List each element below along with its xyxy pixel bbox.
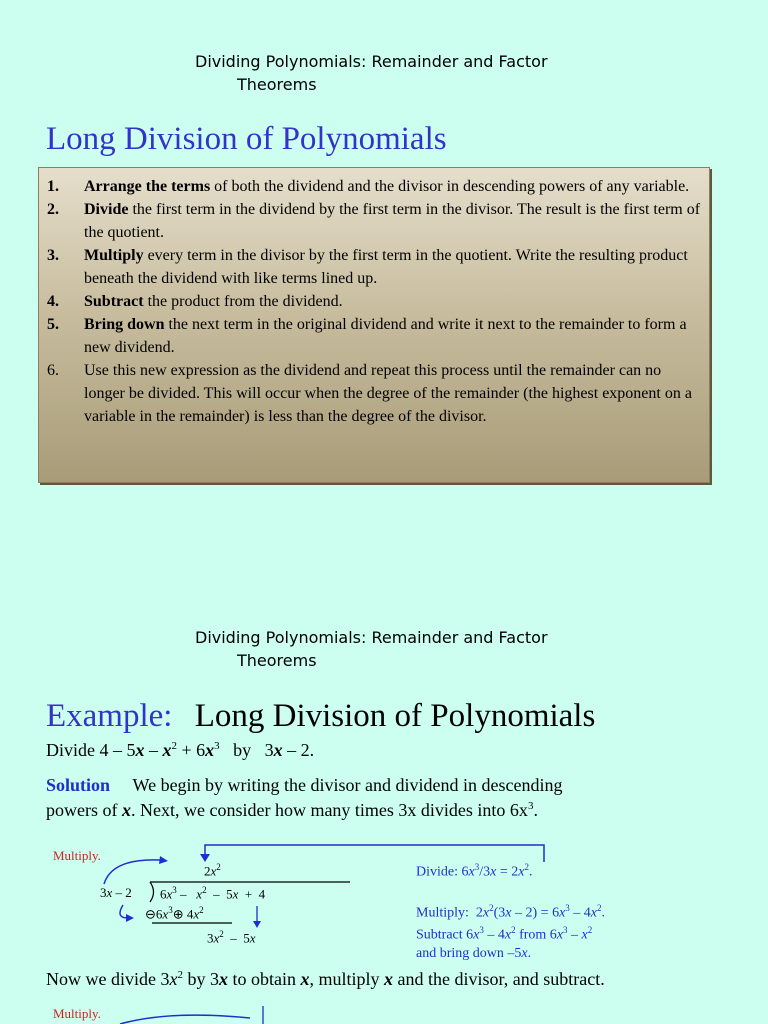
step-keyword: Divide xyxy=(84,201,129,218)
step-description: of both the dividend and the divisor in descending powers of any variable. xyxy=(210,178,690,195)
remainder: $3x^2 - 5x$ xyxy=(207,929,256,946)
step-keyword: Subtract xyxy=(84,293,144,310)
example-title: Long Division of Polynomials xyxy=(194,698,596,734)
step-number: 2. xyxy=(47,201,59,218)
product: $⊖6x^3\oplus$ $4x^2$ xyxy=(145,905,204,922)
problem-statement: Divide $4 - 5x - x^2 + 6x^3$ by 3x – 2. xyxy=(46,740,315,760)
solution-line2: powers of x. Next, we consider how many times 3x divides into $6x^3$. xyxy=(46,800,538,820)
multiply-label-2: Multiply. xyxy=(53,1006,101,1021)
step-number: 6. xyxy=(47,362,59,379)
note-subtract: Subtract $6x^3 - 4x^2$ from $6x^3 - x^2$ xyxy=(416,925,593,943)
step-description: every term in the divisor by the first term in the quotient. Write the resulting product beneath the dividend with like terms lined up. xyxy=(84,247,688,287)
solution-label: Solution xyxy=(46,775,111,795)
slide1-title: Long Division of Polynomials xyxy=(46,121,447,157)
dividend: $6x^3 - x^2 - 5x + 4$ xyxy=(160,885,266,902)
step-number: 4. xyxy=(47,293,59,310)
slide2-header-line2: Theorems xyxy=(237,651,317,670)
step-keyword: Arrange the terms xyxy=(84,178,211,195)
solution-line1: Solution We begin by writing the divisor and dividend in descending xyxy=(46,775,563,795)
slide1-header-line2: Theorems xyxy=(237,75,317,94)
step-number: 3. xyxy=(47,247,59,264)
note-multiply: Multiply: $2x^2(3x - 2) = 6x^3 - 4x^2$. xyxy=(416,903,606,921)
step-description: the product from the dividend. xyxy=(143,293,343,310)
divisor: 3x – 2 xyxy=(100,885,132,900)
step-number: 1. xyxy=(47,178,59,195)
slide1-header-line1: Dividing Polynomials: Remainder and Factor xyxy=(195,52,548,71)
quotient: $2x^2$ xyxy=(204,862,221,879)
note-bring-down: and bring down –5x. xyxy=(416,946,532,961)
step-keyword: Bring down xyxy=(84,316,165,333)
note-divide: Divide: $6x^3/3x = 2x^2$. xyxy=(416,862,533,880)
step-description: Use this new expression as the dividend and repeat this process until the remainder can no longer be divided. This will occur when the degree of the remainder (the highest exponent on a variable in the remainder) is less than the degree of the divisor. xyxy=(84,362,692,425)
step-description: the next term in the original dividend and write it next to the remainder to form a new dividend. xyxy=(84,316,687,356)
step-number: 5. xyxy=(47,316,59,333)
multiply-label: Multiply. xyxy=(53,848,101,863)
step-description: the first term in the dividend by the first term in the divisor. The result is the first term of the quotient. xyxy=(84,201,701,241)
example-prefix: Example: xyxy=(46,698,173,734)
next-step-text: Now we divide $3x^2$ by 3x to obtain x, multiply x and the divisor, and subtract. xyxy=(46,969,605,989)
step-keyword: Multiply xyxy=(84,247,144,264)
slide2-header-line1: Dividing Polynomials: Remainder and Factor xyxy=(195,628,548,647)
